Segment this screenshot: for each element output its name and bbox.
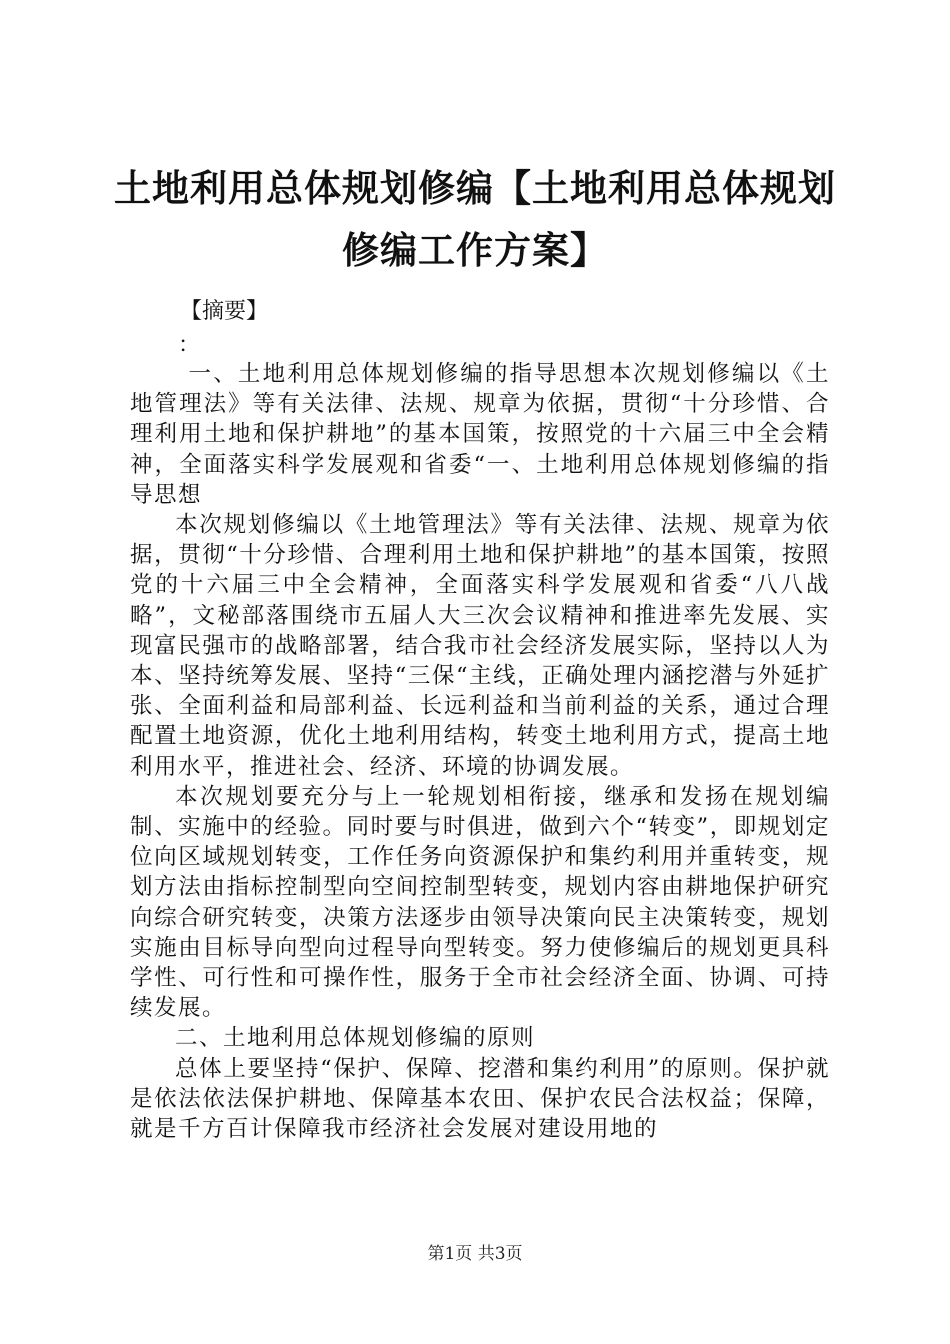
page-footer: 第1页 共3页 <box>427 1244 523 1264</box>
document-title: 土地利用总体规划修编【土地利用总体规划修编工作方案】 <box>114 167 836 272</box>
paragraph-guiding-ideology: 本次规划修编以《土地管理法》等有关法律、法规、规章为依据，贯彻“十分珍惜、合理利用土地和保护耕地”的基本国策，按照党的十六届三中全会精神，全面落实科学发展观和省委“八八战略”，文秘部落围绕市五届人大三次会议精神和推进率先发展、实现富民强市的战略部署，结合我市社会经济发展实际，坚持以人为本、坚持统筹发展、坚持“三保“主线，正确处理内涵挖潜与外延扩张、全面利益和局部利益、长远利益和当前利益的关系，通过合理配置土地资源，优化土地利用结构，转变土地利用方式，提高土地利用水平，推进社会、经济、环境的协调发展。 <box>130 512 830 780</box>
section-heading-principles: 二、土地利用总体规划修编的原则 <box>175 1025 536 1052</box>
paragraph-plan-transition: 本次规划要充分与上一轮规划相衔接，继承和发扬在规划编制、实施中的经验。同时要与时俱进，做到六个“转变”，即规划定位向区域规划转变，工作任务向资源保护和集约利用并重转变，规划方法由指标控制型向空间控制型转变，规划内容由耕地保护研究向综合研究转变，决策方法逐步由领导决策向民主决策转变，规划实施由目标导向型向过程导向型转变。努力使修编后的规划更具科学性、可行性和可操作性，服务于全市社会经济全面、协调、可持续发展。 <box>130 783 830 1022</box>
document-body <box>130 359 830 1144</box>
paragraph-guiding-ideology-summary: 一、土地利用总体规划修编的指导思想本次规划修编以《土地管理法》等有关法律、法规、规章为依据，贯彻“十分珍惜、合理利用土地和保护耕地”的基本国策，按照党的十六届三中全会精神，全面落实科学发展观和省委“一、土地利用总体规划修编的指导思想 <box>130 361 830 508</box>
abstract-colon: ： <box>178 333 201 358</box>
abstract-label: 【摘要】 <box>180 299 269 324</box>
paragraph-principles: 总体上要坚持“保护、保障、挖潜和集约利用”的原则。保护就是依法依法保护耕地、保障基本农田、保护农民合法权益；保障，就是千方百计保障我市经济社会发展对建设用地的 <box>130 1055 830 1143</box>
